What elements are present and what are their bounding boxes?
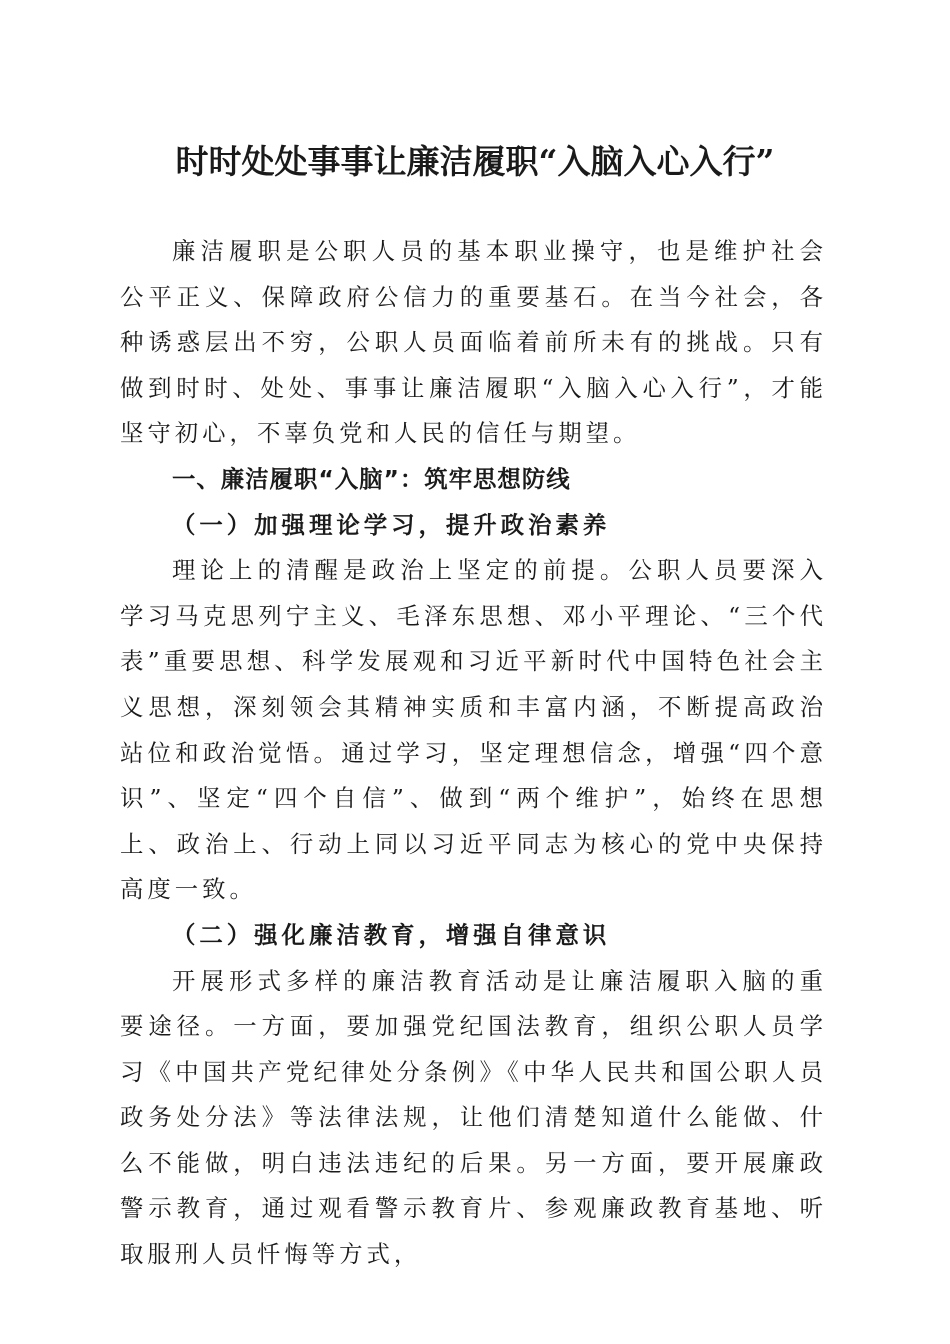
- intro-paragraph: 廉洁履职是公职人员的基本职业操守，也是维护社会公平正义、保障政府公信力的重要基石。在当今社会，各种诱惑层出不穷，公职人员面临着前所未有的挑战。只有做到时时、处处、事事让廉洁履职“入脑入心入行”，才能坚守初心，不辜负党和人民的信任与期望。: [120, 237, 827, 448]
- body-paragraph-education: 开展形式多样的廉洁教育活动是让廉洁履职入脑的重要途径。一方面，要加强党纪国法教育，组织公职人员学习《中国共产党纪律处分条例》《中华人民共和国公职人员政务处分法》等法律法规，让他们清楚知道什么能做、什么不能做，明白违法违纪的后果。另一方面，要开展廉政警示教育，通过观看警示教育片、参观廉政教育基地、听取服刑人员忏悔等方式，: [120, 966, 827, 1269]
- subsection-heading-1: （一）加强理论学习，提升政治素养: [172, 510, 611, 539]
- document-body: [120, 229, 827, 1278]
- section-heading-1: 一、廉洁履职“入脑”：筑牢思想防线: [172, 464, 571, 493]
- body-paragraph-theory: 理论上的清醒是政治上坚定的前提。公职人员要深入学习马克思列宁主义、毛泽东思想、邓小平理论、“三个代表”重要思想、科学发展观和习近平新时代中国特色社会主义思想，深刻领会其精神实质和丰富内涵，不断提高政治站位和政治觉悟。通过学习，坚定理想信念，增强“四个意识”、坚定“四个自信”、做到“两个维护”，始终在思想上、政治上、行动上同以习近平同志为核心的党中央保持高度一致。: [120, 556, 827, 904]
- document-title: 时时处处事事让廉洁履职“入脑入心入行”: [175, 142, 775, 181]
- subsection-heading-2: （二）强化廉洁教育，增强自律意识: [172, 920, 611, 949]
